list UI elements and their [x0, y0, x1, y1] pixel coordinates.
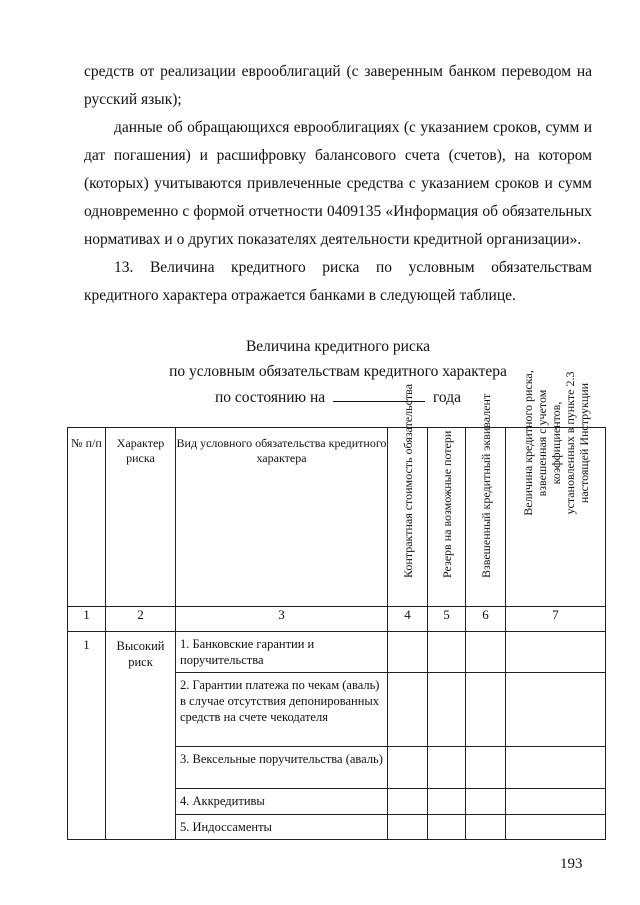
- table-row: [68, 632, 606, 673]
- obligation-item: 5. Индоссаменты: [176, 815, 388, 840]
- empty-cell: [388, 673, 428, 747]
- header-reserve: Резерв на возможные потери: [439, 430, 454, 578]
- header-credit-equivalent-cell: [466, 393, 506, 607]
- empty-cell: [466, 789, 506, 815]
- empty-cell: [466, 673, 506, 747]
- column-number: 5: [428, 607, 466, 632]
- date-suffix: года: [432, 389, 461, 406]
- empty-cell: [388, 632, 428, 673]
- table-title-line-3: [84, 387, 592, 408]
- table-header-row: [68, 428, 606, 607]
- empty-cell: [388, 747, 428, 789]
- empty-cell: [428, 789, 466, 815]
- empty-cell: [466, 747, 506, 789]
- header-credit-risk: Величина кредитного риска, взвешенная с учетом коэффициентов, установленных в пункте 2.3 настоящей Инструкции: [520, 370, 591, 516]
- header-credit-equivalent: Взвешенный кредитный эквивалент: [478, 393, 493, 578]
- obligation-item: 2. Гарантии платежа по чекам (аваль) в случае отсутствия депонированных средств на счете чекодателя: [176, 673, 388, 747]
- empty-cell: [506, 815, 606, 840]
- column-number: 4: [388, 607, 428, 632]
- paragraph-eurobond-data: данные об обращающихся еврооблигациях (с указанием сроков, сумм и дат погашения) и расшифровку балансового счета (счетов), на котором (которых) учитываются привлеченные средства с указанием сроков и сумм одновременно с формой отчетности 0409135 «Информация об обязательных нормативах и о других показателях деятельности кредитной организации».: [84, 119, 592, 248]
- empty-cell: [428, 632, 466, 673]
- column-number: 3: [176, 607, 388, 632]
- paragraph-eurobond-proceeds: средств от реализации еврооблигаций (с заверенным банком переводом на русский язык);: [84, 63, 592, 108]
- group-risk-level: Высокий риск: [106, 632, 176, 840]
- empty-cell: [466, 815, 506, 840]
- column-number: 6: [466, 607, 506, 632]
- header-reserve-cell: [428, 428, 466, 607]
- obligation-item: 1. Банковские гарантии и поручительства: [176, 632, 388, 673]
- empty-cell: [506, 789, 606, 815]
- page-number: 193: [560, 856, 583, 872]
- header-obligation-type: Вид условного обязательства кредитного характера: [176, 428, 388, 607]
- header-credit-risk-cell: [506, 370, 606, 607]
- obligation-item: 3. Вексельные поручительства (аваль): [176, 747, 388, 789]
- empty-cell: [506, 632, 606, 673]
- empty-cell: [428, 747, 466, 789]
- table-title-line-2: по условным обязательствам кредитного характера: [169, 363, 507, 380]
- empty-cell: [428, 673, 466, 747]
- obligation-item: 4. Аккредитивы: [176, 789, 388, 815]
- empty-cell: [506, 747, 606, 789]
- empty-cell: [428, 815, 466, 840]
- header-number: № п/п: [68, 428, 106, 607]
- empty-cell: [388, 789, 428, 815]
- header-contract-value-cell: [388, 383, 428, 607]
- header-contract-value: Контрактная стоимость обязательства: [400, 383, 415, 578]
- column-number: 1: [68, 607, 106, 632]
- empty-cell: [506, 673, 606, 747]
- column-number: 7: [506, 607, 606, 632]
- header-risk-type: Характер риска: [106, 428, 176, 607]
- column-number-row: [68, 607, 606, 632]
- empty-cell: [466, 632, 506, 673]
- paragraph-item-13: 13. Величина кредитного риска по условным обязательствам кредитного характера отражается банками в следующей таблице.: [84, 259, 592, 304]
- table-title-line-1: Величина кредитного риска: [245, 338, 431, 355]
- date-prefix: по состоянию на: [215, 389, 326, 406]
- group-number: 1: [68, 632, 106, 840]
- empty-cell: [388, 815, 428, 840]
- column-number: 2: [106, 607, 176, 632]
